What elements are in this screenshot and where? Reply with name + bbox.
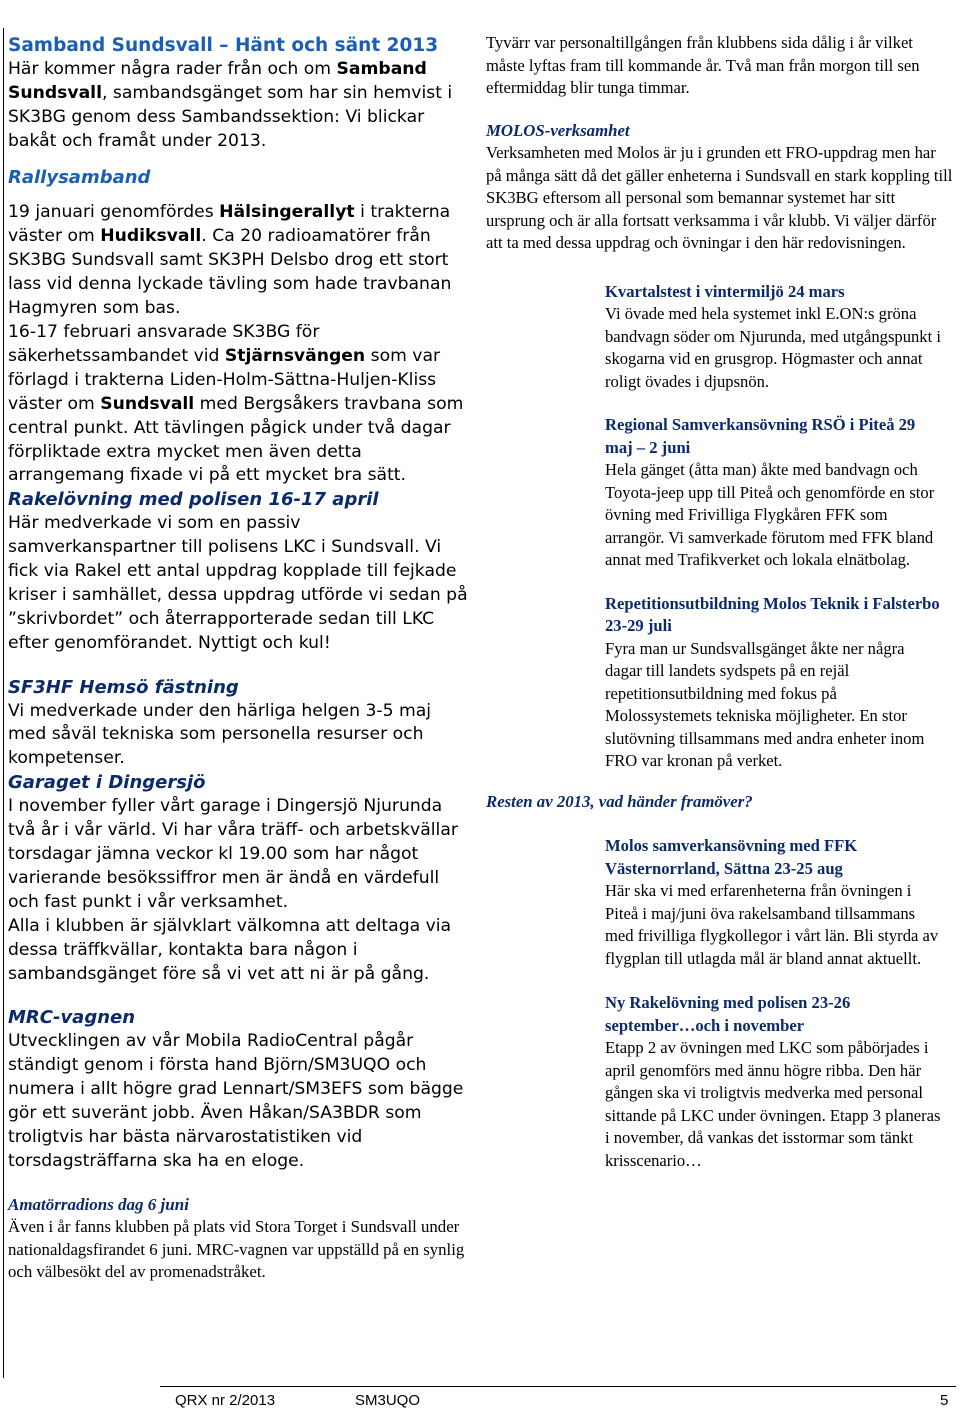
rally-p1-c: i trakterna väster om <box>8 202 451 247</box>
left-margin-rule <box>3 28 4 1378</box>
rakel-paragraph: Här medverkade vi som en passiv samverkanspartner till polisens LKC i Sundsvall. Vi fick via Rakel ett antal uppdrag kopplade till fejkade kriser i samhället, dessa uppdrag utförde vi sedan på ”skrivbordet” och återrapporterade sedan till LKC efter genomförandet. Nyttigt och kul! <box>8 513 468 653</box>
page-number: 5 <box>940 1392 949 1409</box>
molos-item-text: Vi övade med hela systemet inkl E.ON:s gröna bandvagn söder om Njurunda, med utgångspunkt i skogarna vid en grusgrop. Högmaster och annat roligt övades i djupsnön. <box>605 304 941 391</box>
amator-paragraph: Även i år fanns klubben på plats vid Stora Torget i Sundsvall under nationaldagsfirandet 6 juni. MRC-vagnen var uppställd på en synlig och välbesökt del av promenadstråket. <box>8 1217 465 1281</box>
footer-author: SM3UQO <box>355 1392 421 1409</box>
intro-text-a: Här kommer några rader från och om <box>8 58 337 79</box>
garage-paragraph-1: I november fyller vårt garage i Dingersjö Njurunda två år i vår värld. Vi har våra träff- och arbetskvällar torsdagar jämna veckor kl 19.00 som har något varierande besökssiffror men är ändå en värdefull och fast punkt i vår verksamhet. <box>8 796 458 912</box>
rally-paragraph-2 <box>8 321 468 488</box>
sf3hf-heading: SF3HF Hemsö fästning <box>8 676 239 698</box>
intro-bold: Samband Sundsvall <box>8 58 427 103</box>
garage-heading: Garaget i Dingersjö <box>8 772 206 794</box>
intro-paragraph <box>8 58 468 154</box>
future-item-1 <box>605 835 941 970</box>
article-title: Samband Sundsvall – Hänt och sänt 2013 <box>8 35 439 56</box>
rally-p1-a: 19 januari genomfördes <box>8 202 220 223</box>
rally-p2-c: som var förlagd i trakterna Liden-Holm-Sättna-Huljen-Kliss väster om <box>8 345 441 414</box>
molos-item-text: Hela gänget (åtta man) åkte med bandvagn och Toyota-jeep upp till Piteå och genomförde en stor övning med Frivilliga Flygkåren FFK som arrangör. Vi samverkade förutom med FFK bland annat med Trafikverket och lokala elnätbolag. <box>605 460 935 569</box>
garage-paragraph-2: Alla i klubben är självklart välkomna att deltaga via dessa träffkvällar, kontakta bara någon i sambandsgänget före så vi vet att ni är på gång. <box>8 915 452 984</box>
sf3hf-paragraph: Vi medverkade under den härliga helgen 3-5 maj med såväl tekniska som personella resurser och kompetenser. <box>8 700 432 769</box>
future-item-heading: Molos samverkansövning med FFK Västernorrland, Sättna 23-25 aug <box>605 836 858 878</box>
molos-item-3 <box>605 593 941 773</box>
molos-heading: MOLOS-verksamhet <box>486 120 630 140</box>
left-column <box>8 34 468 1283</box>
future-heading: Resten av 2013, vad händer framöver? <box>486 791 753 811</box>
rally-p1-d: Hudiksvall <box>100 226 202 247</box>
molos-item-1 <box>605 281 941 394</box>
future-item-2 <box>605 992 941 1172</box>
rally-p2-d: Sundsvall <box>100 393 195 414</box>
rakel-heading: Rakelövning med polisen 16-17 april <box>8 489 379 511</box>
molos-item-2 <box>605 414 941 572</box>
footer-rule <box>160 1386 956 1387</box>
rally-p2-e: med Bergsåkers travbana som central punkt. Att tävlingen pågick under två dagar förpliktade extra mycket men även detta arrangemang fixade vi på ett mycket bra sätt. <box>8 393 464 486</box>
rally-p2-a: 16-17 februari ansvarade SK3BG för säkerhetssambandet vid <box>8 321 320 366</box>
future-item-text: Etapp 2 av övningen med LKC som påbörjades i april genomförs med ännu högre ribba. Den här gången ska vi troligtvis medverka med personal sittande på LKC under övningen. Etapp 3 planeras i november, då vankas det isstormar som tänkt krisscenario… <box>605 1038 941 1170</box>
rally-heading: Rallysamband <box>8 166 151 188</box>
molos-item-heading: Regional Samverkansövning RSÖ i Piteå 29 maj – 2 juni <box>605 415 916 457</box>
future-item-heading: Ny Rakelövning med polisen 23-26 september…och i november <box>605 993 851 1035</box>
footer-issue: QRX nr 2/2013 <box>175 1392 276 1409</box>
molos-item-text: Fyra man ur Sundsvallsgänget åkte ner några dagar till landets sydspets på en rejäl repetitionsutbildning med fokus på Molossystemets tekniska möjligheter. En stor slutövning tillsammans med andra enheter inom FRO var kronan på verket. <box>605 638 925 770</box>
amator-heading: Amatörradions dag 6 juni <box>8 1194 189 1214</box>
right-column <box>486 32 954 1172</box>
intro-text-b: , sambandsgänget som har sin hemvist i SK3BG genom dess Sambandssektion: Vi blickar bakåt och framåt under 2013. <box>8 82 453 151</box>
molos-item-heading: Kvartalstest i vintermiljö 24 mars <box>605 281 845 301</box>
future-item-text: Här ska vi med erfarenheterna från övningen i Piteå i maj/juni öva rakelsamband tillsammans med frivilliga flygkollegor i vårt län. Bli styrda av flygplan till utlagda mål är bland annat aktuellt. <box>605 881 939 968</box>
rally-p2-b: Stjärnsvängen <box>224 345 366 366</box>
rally-p1-b: Hälsingerallyt <box>219 202 355 223</box>
mrc-heading: MRC-vagnen <box>8 1007 136 1029</box>
mrc-paragraph: Utvecklingen av vår Mobila RadioCentral pågår ständigt genom i första hand Björn/SM3UQO och numera i allt högre grad Lennart/SM3EFS som bägge gör ett suveränt jobb. Även Håkan/SA3BDR som troligtvis har bästa närvarostatistiken vid torsdagsträffarna ska ha en eloge. <box>8 1031 464 1171</box>
molos-paragraph: Verksamheten med Molos är ju i grunden ett FRO-uppdrag men har på många sätt då det gäller enheterna i Sundsvall en stark koppling till SK3BG eftersom all personal som bemannar systemet har sitt ursprung och är alla fortsatt verksamma i vår klubb. Vi väljer därför att ta med dessa uppdrag och övningar i den här redovisningen. <box>486 143 953 252</box>
right-intro-paragraph: Tyvärr var personaltillgången från klubbens sida dålig i år vilket måste lyftas fram till kommande år. Två man från morgon till sen eftermiddag blir tunga timmar. <box>486 33 920 97</box>
rally-p1-e: . Ca 20 radioamatörer från SK3BG Sundsvall samt SK3PH Delsbo drog ett stort lass vid denna lyckade tävling som hade travbanan Hagmyren som bas. <box>8 226 452 319</box>
molos-item-heading: Repetitionsutbildning Molos Teknik i Falsterbo 23-29 juli <box>605 593 940 635</box>
rally-paragraph-1 <box>8 201 468 321</box>
